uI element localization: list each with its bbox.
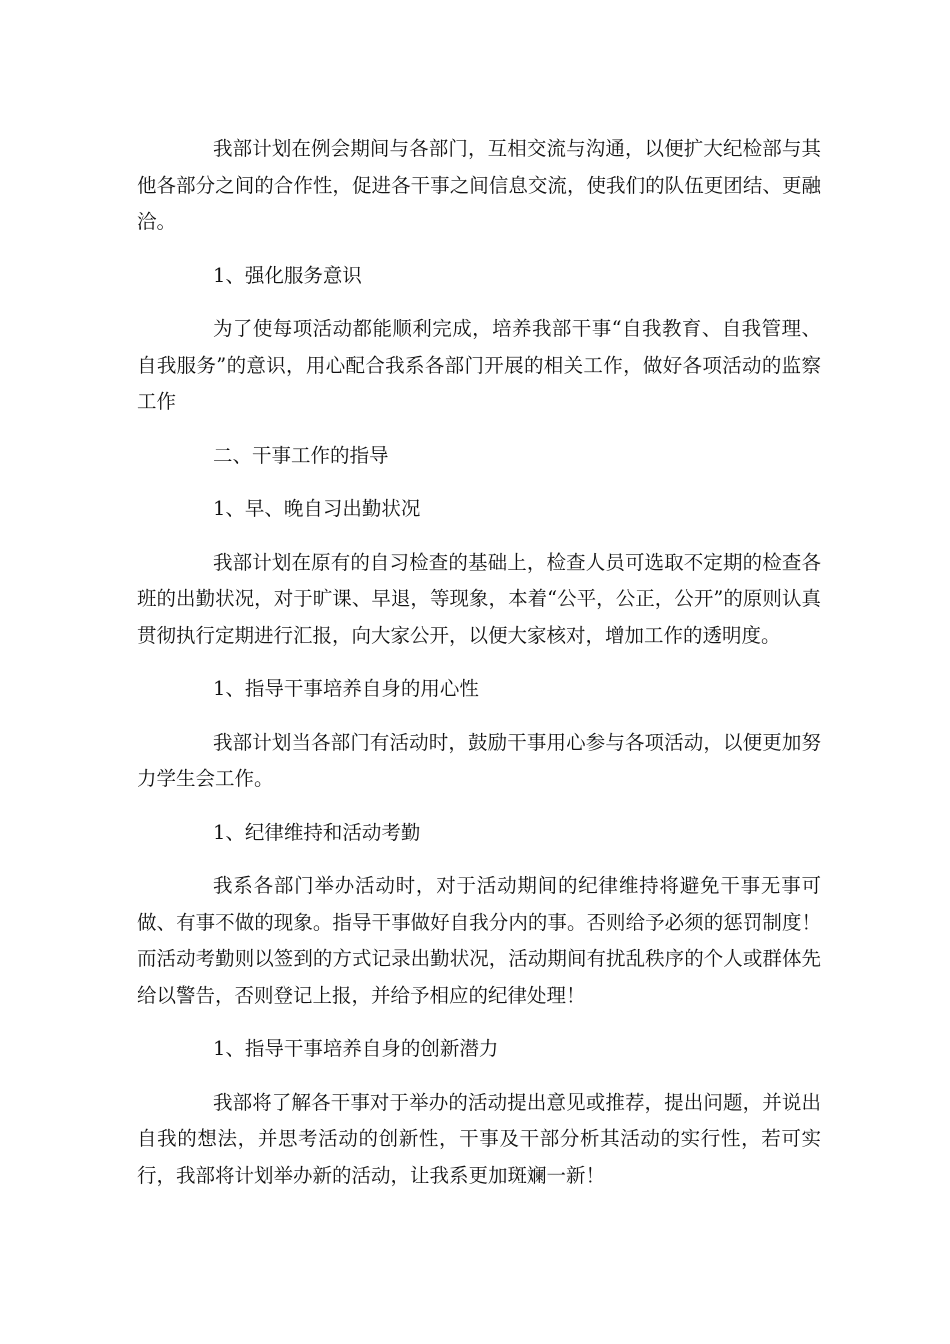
section-heading-staff-guidance: 二、干事工作的指导 [213, 443, 389, 467]
paragraph-3: 我部计划在原有的自习检查的基础上，检查人员可选取不定期的检查各班的出勤状况，对于旷课、早退，等现象，本着“公平，公正，公开”的原则认真贯彻执行定期进行汇报，向大家公开，以便大家核对，增加工作的透明度。 [137, 550, 821, 647]
paragraph-2: 为了使每项活动都能顺利完成，培养我部干事“自我教育、自我管理、自我服务”的意识，用心配合我系各部门开展的相关工作，做好各项活动的监察工作 [137, 317, 821, 413]
paragraph-1: 我部计划在例会期间与各部门，互相交流与沟通，以便扩大纪检部与其他各部分之间的合作性，促进各干事之间信息交流，使我们的队伍更团结、更融洽。 [137, 137, 821, 233]
section-heading-initiative: 1、指导干事培养自身的用心性 [213, 677, 479, 700]
paragraph-4: 我部计划当各部门有活动时，鼓励干事用心参与各项活动，以便更加努力学生会工作。 [137, 730, 821, 790]
paragraph-5: 我系各部门举办活动时，对于活动期间的纪律维持将避免干事无事可做、有事不做的现象。指导干事做好自我分内的事。否则给予必须的惩罚制度！而活动考勤则以签到的方式记录出勤状况，活动期间有扰乱秩序的个人或群体先给以警告，否则登记上报，并给予相应的纪律处理！ [137, 874, 821, 1007]
document-body [137, 131, 821, 1211]
section-heading-innovation: 1、指导干事培养自身的创新潜力 [213, 1037, 499, 1060]
section-heading-service-awareness: 1、强化服务意识 [213, 263, 362, 287]
section-heading-attendance: 1、早、晚自习出勤状况 [213, 497, 421, 520]
paragraph-6: 我部将了解各干事对于举办的活动提出意见或推荐，提出问题，并说出自我的想法，并思考活动的创新性，干事及干部分析其活动的实行性，若可实行，我部将计划举办新的活动，让我系更加斑斓一新！ [137, 1090, 821, 1187]
section-heading-discipline: 1、纪律维持和活动考勤 [213, 820, 421, 844]
